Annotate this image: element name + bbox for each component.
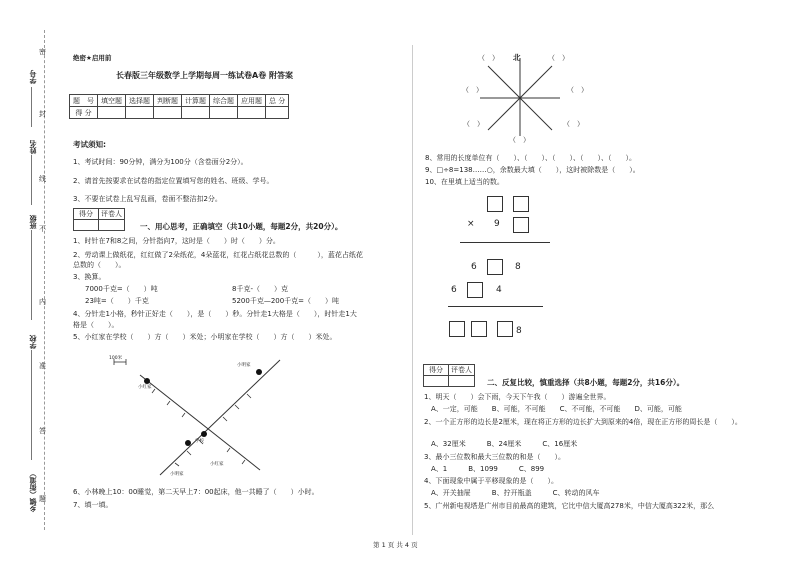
score-cell[interactable]	[98, 107, 126, 119]
tick	[182, 413, 185, 417]
score-header: 综合题	[210, 95, 238, 107]
score-header: 填空题	[98, 95, 126, 107]
digit: 8	[515, 262, 521, 272]
cut-char: 封	[39, 110, 46, 118]
cut-char: 不	[39, 225, 46, 233]
s2-q1: 1、明天（ ）会下雨，今天下午我（ ）游遍全世界。	[424, 393, 611, 401]
compass-paren: （ ）	[462, 86, 483, 94]
score-table	[69, 94, 289, 119]
cut-char: 准	[39, 362, 46, 370]
tick	[223, 417, 227, 421]
section2-heading: 二、反复比较，慎重选择（共8小题，每题2分，共16分）。	[487, 378, 685, 387]
binding-label-class: 班级	[29, 215, 37, 229]
q3: 3、换算。	[73, 273, 106, 281]
grader-reviewer-cell[interactable]	[449, 376, 475, 387]
score-cell[interactable]	[238, 107, 266, 119]
q10: 10、在里填上适当的数。	[425, 178, 504, 186]
score-cell[interactable]	[154, 107, 182, 119]
binding-label-name: 姓名	[29, 140, 37, 154]
answer-box[interactable]	[487, 259, 503, 275]
score-cell[interactable]	[210, 107, 238, 119]
digit: 4	[496, 285, 502, 295]
tick	[167, 401, 170, 405]
conv-1: 7000千克=（ ）吨	[85, 285, 158, 293]
s2-q2-options: A、32厘米 B、24厘米 C、16厘米	[424, 440, 578, 448]
q7: 7、填一填。	[73, 501, 113, 509]
xiaoming-home-dot	[256, 369, 262, 375]
q2-cont: 总数的（ ）。	[73, 261, 126, 269]
q5: 5、小红家在学校（ ）方（ ）米处；小明家在学校（ ）方（ ）米处。	[73, 333, 337, 341]
tick	[227, 448, 230, 452]
score-cell[interactable]	[266, 107, 289, 119]
answer-box[interactable]	[497, 321, 513, 337]
binding-label-school: 学校	[29, 335, 37, 349]
q1: 1、时针在7和8之间，分针指向7，这时是（ ）时（ ）分。	[73, 237, 280, 245]
conv-4: 5200千克—200千克=（ ）吨	[232, 297, 340, 305]
calc-line	[460, 242, 550, 243]
compass-paren: （ ）	[563, 120, 584, 128]
s2-q2: 2、一个正方形的边长是2厘米，现在将正方形的边长扩大到原来的4倍，现在正方形的周长是（ ）。	[424, 418, 742, 426]
digit: 6	[471, 262, 477, 272]
blank-line	[31, 155, 33, 205]
notice-item: 3、不要在试卷上乱写乱画，卷面不整洁扣2分。	[73, 195, 222, 203]
answer-box[interactable]	[471, 321, 487, 337]
grader-score-label: 得分	[424, 365, 449, 376]
compass-paren: （ ）	[567, 86, 588, 94]
column-divider	[412, 45, 413, 535]
grader-score-cell[interactable]	[424, 376, 449, 387]
cut-char: 线	[39, 175, 46, 183]
q4-cont: 格是（ ）。	[73, 321, 119, 329]
compass-diagram	[455, 48, 595, 148]
notice-title: 考试须知:	[73, 140, 106, 149]
tick	[235, 405, 239, 409]
calc-line	[448, 306, 543, 307]
compass-north: 北	[513, 53, 521, 62]
compass-paren: （ ）	[463, 120, 484, 128]
score-header: 题 号	[70, 95, 98, 107]
map-label-xiaoming: 小明家	[237, 363, 251, 368]
compass-paren: （ ）	[478, 54, 499, 62]
map-label-xiaoming-2: 小明家	[170, 472, 184, 477]
cut-char: 答	[39, 427, 46, 435]
score-header: 计算题	[182, 95, 210, 107]
q4: 4、分针走1小格，秒针正好走（ ），是（ ）秒。分针走1大格是（ ），时针走1大	[73, 310, 357, 318]
grader-box	[73, 208, 125, 231]
grader-reviewer-label: 评卷人	[449, 365, 475, 376]
grader-reviewer-label: 评卷人	[99, 209, 125, 220]
page-footer: 第 1 页 共 4 页	[373, 541, 418, 549]
map-label-school: 学校	[195, 439, 204, 444]
score-header: 选择题	[126, 95, 154, 107]
digit: 8	[516, 326, 522, 336]
q8: 8、常用的长度单位有（ ）、（ ）、（ ）、（ ）、（ ）。	[425, 154, 636, 162]
compass-paren: （ ）	[509, 136, 530, 144]
answer-box[interactable]	[449, 321, 465, 337]
s2-q5: 5、广州新电视塔是广州市目前最高的建筑，它比中信大厦高278米，中信大厦高322米，那么	[424, 502, 715, 510]
grader-box-2	[423, 364, 475, 387]
conv-3: 23吨=（ ）千克	[85, 297, 149, 305]
blank-line	[31, 87, 33, 127]
score-header: 应用题	[238, 95, 266, 107]
grader-reviewer-cell[interactable]	[99, 220, 125, 231]
road-line	[160, 360, 280, 475]
section1-heading: 一、用心思考，正确填空（共10小题，每题2分，共20分）。	[140, 222, 343, 231]
cut-char: 题	[39, 495, 46, 503]
answer-box[interactable]	[467, 282, 483, 298]
cut-char: 密	[39, 48, 46, 56]
score-header: 总 分	[266, 95, 289, 107]
digit: 6	[451, 285, 457, 295]
q6: 6、小林晚上10：00睡觉，第二天早上7：00起床，他一共睡了（ ）小时。	[73, 488, 319, 496]
notice-item: 2、请首先按要求在试卷的指定位置填写您的姓名、班级、学号。	[73, 177, 274, 185]
grader-score-cell[interactable]	[74, 220, 99, 231]
score-cell[interactable]	[182, 107, 210, 119]
binding-label-student-id: 学号	[29, 70, 37, 84]
s2-q4: 4、下面现象中属于平移现象的是（ ）。	[424, 477, 558, 485]
school-dot	[185, 440, 191, 446]
binding-label-township: 乡镇（街道）	[29, 470, 37, 512]
answer-box[interactable]	[513, 196, 529, 212]
digit: 9	[494, 219, 500, 229]
map-label-xiaohong-2: 小红家	[210, 462, 224, 467]
score-cell[interactable]	[126, 107, 154, 119]
page-title: 长春版三年级数学上学期每周一练试卷A卷 附答案	[116, 71, 293, 80]
map-diagram	[100, 345, 300, 485]
notice-item: 1、考试时间：90分钟，满分为100分（含卷面分2分）。	[73, 158, 248, 166]
secret-stamp: 绝密★启用前	[73, 54, 112, 62]
s2-q3-options: A、1 B、1099 C、899	[424, 465, 545, 473]
answer-box[interactable]	[513, 217, 529, 233]
road-line	[140, 375, 260, 470]
compass-paren: （ ）	[548, 54, 569, 62]
s2-q4-options: A、开关抽屉 B、拧开瓶盖 C、转动的风车	[424, 489, 600, 497]
tick	[152, 389, 155, 393]
cut-char: 内	[39, 298, 46, 306]
tick	[187, 451, 191, 455]
map-label-xiaohong: 小红家	[138, 385, 152, 390]
conv-2: 8千克-（ ）克	[232, 285, 288, 293]
blank-line	[31, 230, 33, 320]
score-row-label: 得 分	[70, 107, 98, 119]
q2: 2、劳动课上做纸花，红红做了2朵纸花，4朵蓝花，红花占纸花总数的（ ），蓝花占纸花	[73, 251, 363, 259]
q9: 9、□÷8=138……○，余数最大填（ ），这时被除数是（ ）。	[425, 166, 640, 174]
score-header: 判断题	[154, 95, 182, 107]
tick	[175, 463, 179, 466]
tick	[247, 394, 251, 398]
answer-box[interactable]	[487, 196, 503, 212]
times-sign: ×	[467, 219, 475, 229]
tick	[242, 460, 245, 464]
s2-q1-options: A、一定，可能 B、可能，不可能 C、不可能，不可能 D、可能，可能	[424, 405, 682, 413]
scale-label: 100米	[109, 356, 123, 361]
grader-score-label: 得分	[74, 209, 99, 220]
s2-q3: 3、最小三位数和最大三位数的和是（ ）。	[424, 453, 565, 461]
blank-line	[31, 350, 33, 460]
binding-line	[44, 30, 45, 530]
